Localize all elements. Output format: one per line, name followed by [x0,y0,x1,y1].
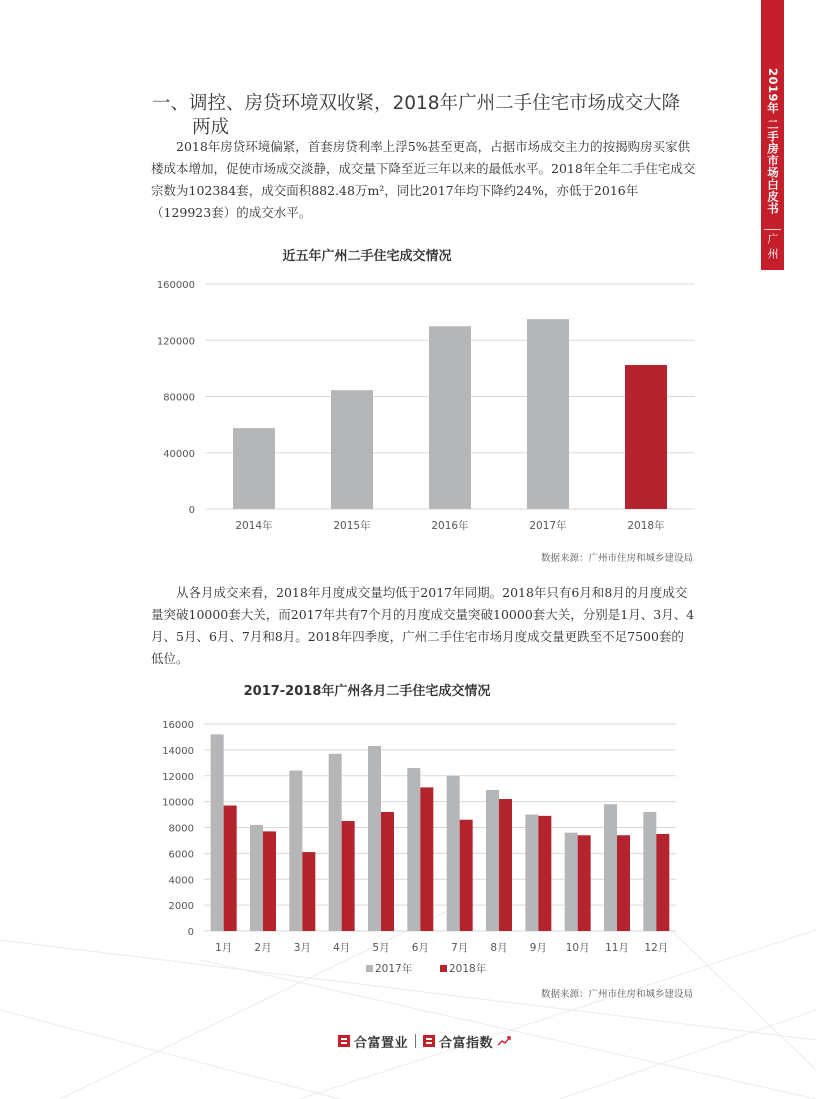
sidebar-city: 广州 [766,233,779,263]
chart2-bar-2017年 [604,804,617,931]
chart1-y-tick-label: 120000 [156,336,195,348]
chart2-x-tick-label: 7月 [451,942,469,954]
chart2-bar-2018年 [656,834,669,931]
chart2-x-tick-label: 10月 [565,942,590,954]
chart2-y-tick-label: 16000 [162,720,194,731]
chart2-bar-2018年 [499,799,512,931]
sidebar-title: 2019年 二手房市场白皮书 [766,68,780,215]
chart2-bar-2017年 [565,833,578,931]
chart1-bar [331,390,373,509]
sidebar-divider [764,229,781,230]
chart1-bar [429,326,471,509]
paragraph-2: 从各月成交来看，2018年月度成交量均低于2017年同期。2018年只有6月和8月的月度成交量突破10000套大关，而2017年共有7个月的月度成交量突破10000套大关，分别是1月、3月、4月、5月、6月、7月和8月。2018年四季度，广州二手住宅市场月度成交量更跌至不足7500套的低位。 [151,585,695,666]
chart2-bar-2018年 [460,820,473,931]
chart2-x-tick-label: 6月 [411,942,429,954]
chart2-bar-2018年 [302,852,315,931]
chart1-bar [625,365,667,509]
chart2-bar-2018年 [342,821,355,931]
chart2-bar-2017年 [368,746,381,931]
paragraph-1: 2018年房贷环境偏紧，首套房贷利率上浮5%甚至更高，占据市场成交主力的按揭购房买家供楼成本增加，促使市场成交淡静，成交量下降至近三年以来的最低水平。2018年全年二手住宅成交宗数为102384套，成交面积882.48万m²，同比2017年均下降约24%，亦低于2016年（129923套）的成交水平。 [151,139,696,220]
chart2-legend-swatch [366,965,373,972]
annual-transactions-chart [150,240,710,570]
chart2-x-tick-label: 5月 [372,942,390,954]
chart2-bar-2018年 [381,812,394,931]
chart2-bar-2017年 [643,812,656,931]
chart1-y-tick-label: 40000 [163,448,195,460]
section-title [152,92,697,140]
chart2-y-tick-label: 10000 [162,797,194,809]
chart1-source: 数据来源：广州市住房和城乡建设局 [540,553,693,564]
chart1-y-tick-label: 160000 [156,280,195,291]
chart2-x-tick-label: 11月 [605,942,629,954]
chart2-legend-label: 2018年 [449,963,487,975]
chart2-x-tick-label: 9月 [529,942,547,954]
chart2-y-tick-label: 8000 [168,823,194,835]
chart2-y-tick-label: 0 [187,927,194,938]
chart2-bar-2018年 [224,806,237,931]
chart2-x-tick-label: 4月 [333,942,351,954]
chart2-y-tick-label: 12000 [162,771,194,783]
chart1-x-tick-label: 2015年 [333,520,371,532]
chart2-title: 2017-2018年广州各月二手住宅成交情况 [243,684,491,699]
chart1-bar [527,319,569,509]
chart2-x-tick-label: 2月 [254,942,272,954]
trend-arrow-icon [497,1035,511,1047]
chart2-bar-2017年 [525,815,538,931]
chart2-bar-2017年 [447,776,460,931]
chart1-x-tick-label: 2017年 [529,520,567,532]
footer-brand-1: 合富置业 [354,1035,409,1051]
chart2-bar-2018年 [263,831,276,931]
chart2-bar-2018年 [578,835,591,931]
chart2-x-tick-label: 1月 [215,942,233,954]
hopefluent-logo-icon [338,1035,350,1047]
chart2-y-tick-label: 2000 [168,901,194,913]
chart1-x-tick-label: 2018年 [627,520,665,532]
monthly-transactions-chart [150,675,710,1005]
chart2-legend-swatch [440,965,447,972]
chart2-x-tick-label: 12月 [644,942,669,954]
chart2-bar-2017年 [289,771,302,931]
chart1-x-tick-label: 2014年 [235,520,273,532]
chart2-y-tick-label: 4000 [168,875,194,887]
chart2-bar-2017年 [250,825,263,931]
chart2-bar-2017年 [211,734,224,931]
chart1-bar [233,428,275,509]
chart1-y-tick-label: 0 [188,505,195,516]
chart1-y-tick-label: 80000 [163,392,195,404]
side-tab [761,0,784,270]
chart2-x-tick-label: 8月 [490,942,508,954]
chart2-bar-2018年 [420,787,433,931]
footer-separator [415,1034,416,1048]
chart2-y-tick-label: 6000 [168,849,194,861]
chart2-bar-2017年 [486,790,499,931]
chart2-bar-2018年 [617,835,630,931]
footer-brand-2: 合富指数 [439,1035,494,1051]
section-title-line2: 两成 [192,117,230,138]
chart2-x-tick-label: 3月 [293,942,311,954]
chart1-x-tick-label: 2016年 [431,520,469,532]
footer-logos [338,1031,511,1051]
hopefluent-index-logo-icon [423,1035,435,1047]
chart2-y-tick-label: 14000 [162,745,194,757]
chart2-bar-2017年 [329,754,342,931]
chart1-title: 近五年广州二手住宅成交情况 [282,249,452,264]
section-title-line1: 一、调控、房贷环境双收紧，2018年广州二手住宅市场成交大降 [152,93,681,114]
chart2-bar-2018年 [538,816,551,931]
chart2-legend-label: 2017年 [375,963,413,975]
chart2-bar-2017年 [407,768,420,931]
chart2-source: 数据来源：广州市住房和城乡建设局 [540,989,693,1000]
